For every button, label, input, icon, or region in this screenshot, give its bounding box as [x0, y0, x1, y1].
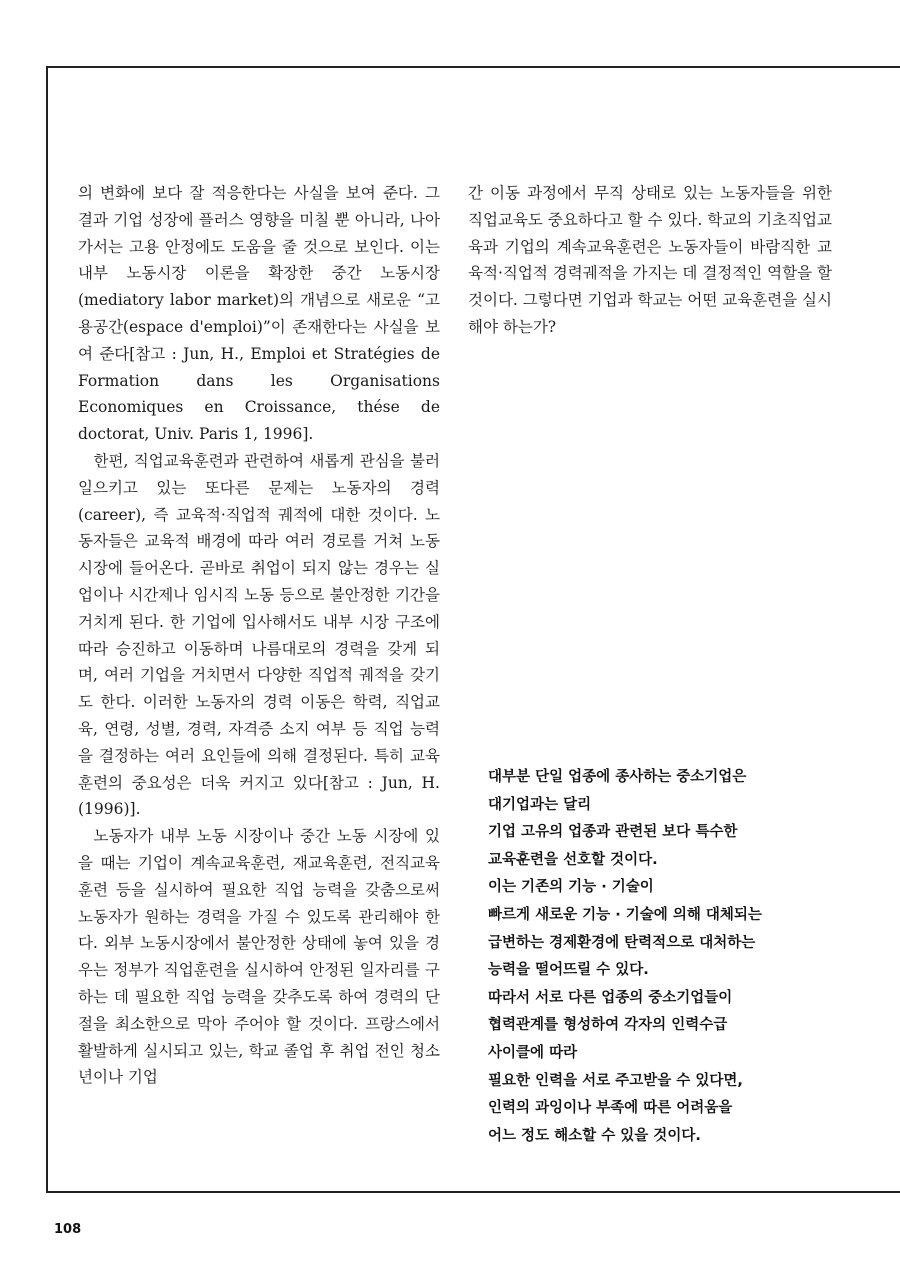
pull-quote-line: 어느 정도 해소할 수 있을 것이다. [488, 1127, 701, 1144]
pull-quote-line: 빠르게 새로운 기능 · 기술에 의해 대체되는 [488, 906, 762, 923]
right-paragraph-1: 간 이동 과정에서 무직 상태로 있는 노동자들을 위한 직업교육도 중요하다고 할 수 있다. 학교의 기초직업교육과 기업의 계속교육훈련은 노동자들이 바람직한 교육적·직업적 경력궤적을 가지는 데 결정적인 역할을 할 것이다. 그렇다면 기업과 학교는 어떤 교육훈련을 실시해야 하는가? [468, 184, 832, 336]
pull-quote-line: 필요한 인력을 서로 주고받을 수 있다면, [488, 1072, 743, 1089]
left-paragraph-3: 노동자가 내부 노동 시장이나 중간 노동 시장에 있을 때는 기업이 계속교육훈련, 재교육훈련, 전직교육훈련 등을 실시하여 필요한 직업 능력을 갖춤으로써 노동자가 원하는 경력을 가질 수 있도록 관리해야 한다. 외부 노동시장에서 불안정한 상태에 놓여 있을 경우는 정부가 직업훈련을 실시하여 안정된 일자리를 구하는 데 필요한 직업 능력을 갖추도록 하여 경력의 단절을 최소한으로 막아 주어야 할 것이다. 프랑스에서 활발하게 실시되고 있는, 학교 졸업 후 취업 전인 청소년이나 기업 [78, 827, 440, 1087]
pull-quote-line: 협력관계를 형성하여 각자의 인력수급 [488, 1017, 728, 1034]
pull-quote-line: 따라서 서로 다른 업종의 중소기업들이 [488, 989, 733, 1006]
pull-quote-line: 교육훈련을 선호할 것이다. [488, 851, 658, 868]
pull-quote-line: 인력의 과잉이나 부족에 따른 어려움을 [488, 1100, 733, 1117]
page-number: 108 [54, 1222, 82, 1237]
pull-quote-line: 대기업과는 달리 [488, 796, 592, 813]
pull-quote-line: 급변하는 경제환경에 탄력적으로 대처하는 [488, 934, 756, 951]
right-column [468, 180, 832, 341]
pull-quote-line: 대부분 단일 업종에 종사하는 중소기업은 [488, 769, 747, 785]
pull-quote-line: 능력을 떨어뜨릴 수 있다. [488, 962, 649, 979]
pull-quote-line: 기업 고유의 업종과 관련된 보다 특수한 [488, 824, 738, 841]
pull-quote-line: 사이클에 따라 [488, 1044, 578, 1061]
frame-top-rule [46, 66, 900, 68]
left-column [78, 180, 440, 1091]
frame-left-rule [46, 66, 48, 1192]
left-paragraph-1: 의 변화에 보다 잘 적응한다는 사실을 보여 준다. 그 결과 기업 성장에 플러스 영향을 미칠 뿐 아니라, 나아가서는 고용 안정에도 도움을 줄 것으로 보인다. 이는 내부 노동시장 이론을 확장한 중간 노동시장(mediatory labor market)의 개념으로 새로운 “고용공간(espace d'emploi)”이 존재한다는 사실을 보여 준다[참고 : Jun, H., Emploi et Stratégies de Formation dans les Organisations Economiques en Croissance, thése de doctorat, Univ. Paris 1, 1996]. [78, 184, 440, 444]
pull-quote-line: 이는 기존의 기능 · 기술이 [488, 879, 654, 896]
left-paragraph-2: 한편, 직업교육훈련과 관련하여 새롭게 관심을 불러일으키고 있는 또다른 문제는 노동자의 경력(career), 즉 교육적·직업적 궤적에 대한 것이다. 노동자들은 교육적 배경에 따라 여러 경로를 거쳐 노동시장에 들어온다. 곧바로 취업이 되지 않는 경우는 실업이나 시간제나 임시직 노동 등으로 불안정한 기간을 거치게 된다. 한 기업에 입사해서도 내부 시장 구조에 따라 승진하고 이동하며 나름대로의 경력을 갖게 되며, 여러 기업을 거치면서 다양한 직업적 궤적을 갖기도 한다. 이러한 노동자의 경력 이동은 학력, 직업교육, 연령, 성별, 경력, 자격증 소지 여부 등 직업 능력을 결정하는 여러 요인들에 의해 결정된다. 특히 교육 훈련의 중요성은 더욱 커지고 있다[참고 : Jun, H. (1996)]. [78, 451, 440, 819]
pull-quote [488, 764, 818, 1150]
frame-bottom-rule [46, 1191, 900, 1193]
